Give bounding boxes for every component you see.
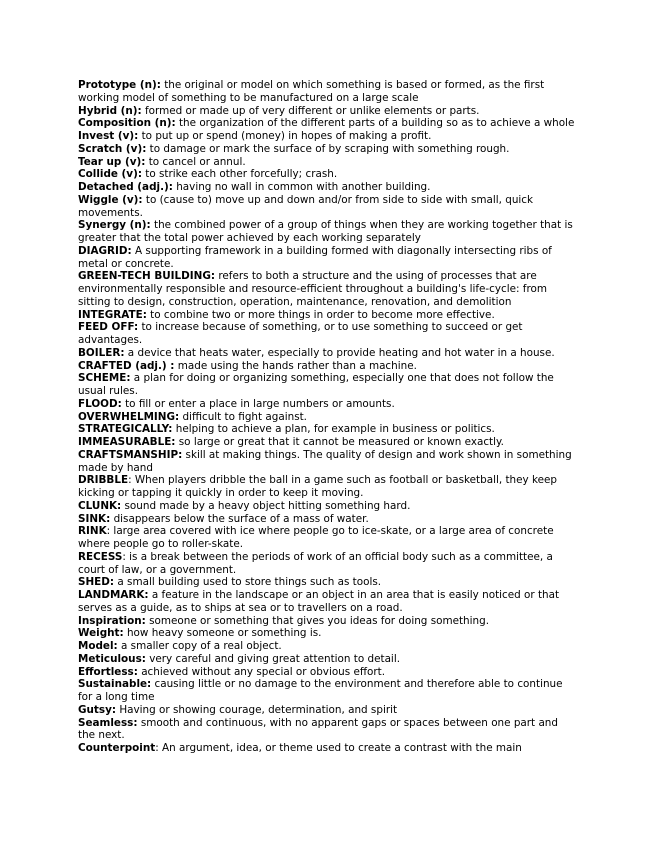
definition: : When players dribble the ball in a game such as football or basketball, they keep kicking or tapping it quickly in order to keep it moving. [78, 474, 558, 499]
term: Hybrid (n): [78, 104, 142, 117]
term: SCHEME: [78, 372, 131, 385]
term: FEED OFF: [78, 321, 139, 334]
list-item [78, 245, 578, 271]
term: FLOOD: [78, 397, 122, 410]
term: GREEN-TECH BUILDING: [78, 270, 216, 283]
definition: Having or showing courage, determination, and spirit [116, 703, 398, 716]
list-item [78, 525, 578, 551]
list-item [78, 117, 578, 130]
vocabulary-list [78, 79, 578, 755]
term: CRAFTED (adj.) : [78, 359, 175, 372]
list-item [78, 576, 578, 589]
list-item [78, 360, 578, 373]
list-item [78, 551, 578, 577]
term: Composition (n): [78, 117, 176, 130]
definition: difficult to fight against. [179, 410, 307, 423]
definition: A supporting framework in a building formed with diagonally intersecting ribs of metal or concrete. [78, 244, 552, 270]
term: Seamless: [78, 716, 138, 729]
definition: refers to both a structure and the using of processes that are environmentally responsible and resource-efficient throughout a building's life-cycle: from sitting to design, construction, operation, maintenance, renovation, and demolition [78, 270, 547, 308]
definition: a small building used to store things such as tools. [114, 576, 382, 589]
definition: helping to achieve a plan, for example in business or politics. [172, 423, 495, 436]
definition: a feature in the landscape or an object in an area that is easily noticed or that serves as a guide, as to ships at sea or to travellers on a road. [78, 589, 560, 614]
list-item [78, 143, 578, 156]
list-item [78, 627, 578, 640]
definition: the organization of the different parts of a building so as to achieve a whole [175, 117, 575, 130]
list-item [78, 436, 578, 449]
list-item [78, 347, 578, 360]
term: Scratch (v): [78, 142, 147, 155]
definition: a plan for doing or organizing something, especially one that does not follow the usual rules. [78, 372, 554, 397]
term: Inspiration: [78, 614, 146, 627]
list-item [78, 589, 578, 615]
list-item [78, 79, 578, 105]
list-item [78, 309, 578, 322]
definition: achieved without any special or obvious effort. [137, 665, 386, 678]
term: INTEGRATE: [78, 308, 147, 321]
term: CRAFTSMANSHIP: [78, 448, 183, 461]
term: DIAGRID: [78, 244, 132, 257]
term: Sustainable: [78, 678, 152, 691]
term: Synergy (n): [78, 219, 151, 232]
term: Collide (v): [78, 168, 142, 181]
definition: to increase because of something, or to use something to succeed or get advantages. [78, 321, 523, 346]
definition: a device that heats water, especially to provide heating and hot water in a house. [124, 346, 555, 359]
list-item [78, 219, 578, 245]
term: STRATEGICALLY: [78, 423, 173, 436]
term: Effortless: [78, 665, 138, 678]
definition: so large or great that it cannot be measured or known exactly. [175, 436, 504, 448]
definition: a smaller copy of a real object. [117, 640, 282, 652]
list-item [78, 194, 578, 220]
definition: formed or made up of very different or unlike elements or parts. [141, 104, 480, 117]
list-item [78, 653, 578, 666]
list-item [78, 717, 578, 743]
term: Wiggle (v): [78, 193, 143, 206]
term: LANDMARK: [78, 589, 149, 601]
definition: the combined power of a group of things when they are working together that is greater that the total power achieved by each working separately [78, 219, 573, 244]
list-item [78, 704, 578, 717]
definition: causing little or no damage to the environment and therefore able to continue for a long time [78, 678, 563, 703]
list-item [78, 615, 578, 628]
term: Meticulous: [78, 652, 146, 665]
definition: made using the hands rather than a machine. [174, 359, 417, 372]
term: Prototype (n): [78, 79, 161, 91]
list-item [78, 513, 578, 526]
term: SINK: [78, 512, 111, 525]
definition: to combine two or more things in order to become more effective. [146, 308, 495, 321]
term: BOILER: [78, 346, 125, 359]
definition: to (cause to) move up and down and/or from side to side with small, quick movements. [78, 193, 534, 219]
list-item [78, 678, 578, 704]
list-item [78, 270, 578, 308]
term: Tear up (v): [78, 155, 146, 168]
definition: the original or model on which something is based or formed, as the first working model of something to be manufactured on a large scale [78, 79, 545, 104]
term: RINK [78, 525, 107, 538]
term: OVERWHELMING: [78, 410, 180, 423]
list-item [78, 105, 578, 118]
term: Model: [78, 640, 118, 652]
definition: : large area covered with ice where people go to ice-skate, or a large area of concrete where people go to roller-skate. [78, 525, 554, 550]
term: DRIBBLE [78, 474, 129, 487]
list-item [78, 666, 578, 679]
definition: to put up or spend (money) in hopes of making a profit. [138, 130, 432, 142]
term: IMMEASURABLE: [78, 436, 176, 448]
list-item [78, 372, 578, 398]
term: Gutsy: [78, 703, 117, 716]
list-item [78, 742, 578, 755]
definition: someone or something that gives you ideas for doing something. [145, 614, 490, 627]
term: SHED: [78, 576, 115, 589]
list-item [78, 168, 578, 181]
definition: how heavy someone or something is. [123, 627, 322, 640]
list-item [78, 130, 578, 143]
definition: sound made by a heavy object hitting something hard. [121, 499, 411, 512]
definition: disappears below the surface of a mass of water. [110, 512, 369, 525]
list-item [78, 321, 578, 347]
list-item [78, 181, 578, 194]
list-item [78, 156, 578, 169]
term: Counterpoint [78, 742, 156, 754]
definition: to cancel or annul. [145, 155, 246, 168]
definition: skill at making things. The quality of design and work shown in something made by hand [78, 448, 572, 474]
definition: smooth and continuous, with no apparent gaps or spaces between one part and the next. [78, 716, 558, 742]
term: CLUNK: [78, 499, 122, 512]
definition: to fill or enter a place in large numbers or amounts. [121, 397, 395, 410]
definition: to damage or mark the surface of by scraping with something rough. [146, 142, 510, 155]
definition: having no wall in common with another building. [172, 181, 431, 193]
list-item [78, 640, 578, 653]
definition: to strike each other forcefully; crash. [141, 168, 338, 181]
list-item [78, 500, 578, 513]
list-item [78, 398, 578, 411]
term: Detached (adj.): [78, 181, 173, 193]
list-item [78, 423, 578, 436]
definition: very careful and giving great attention to detail. [145, 652, 401, 665]
list-item [78, 474, 578, 500]
definition: : An argument, idea, or theme used to create a contrast with the main [155, 742, 522, 754]
definition: : is a break between the periods of work of an official body such as a committee, a court of law, or a government. [78, 550, 553, 576]
term: Invest (v): [78, 130, 139, 142]
list-item [78, 411, 578, 424]
list-item [78, 449, 578, 475]
term: RECESS [78, 550, 123, 563]
term: Weight: [78, 627, 124, 640]
